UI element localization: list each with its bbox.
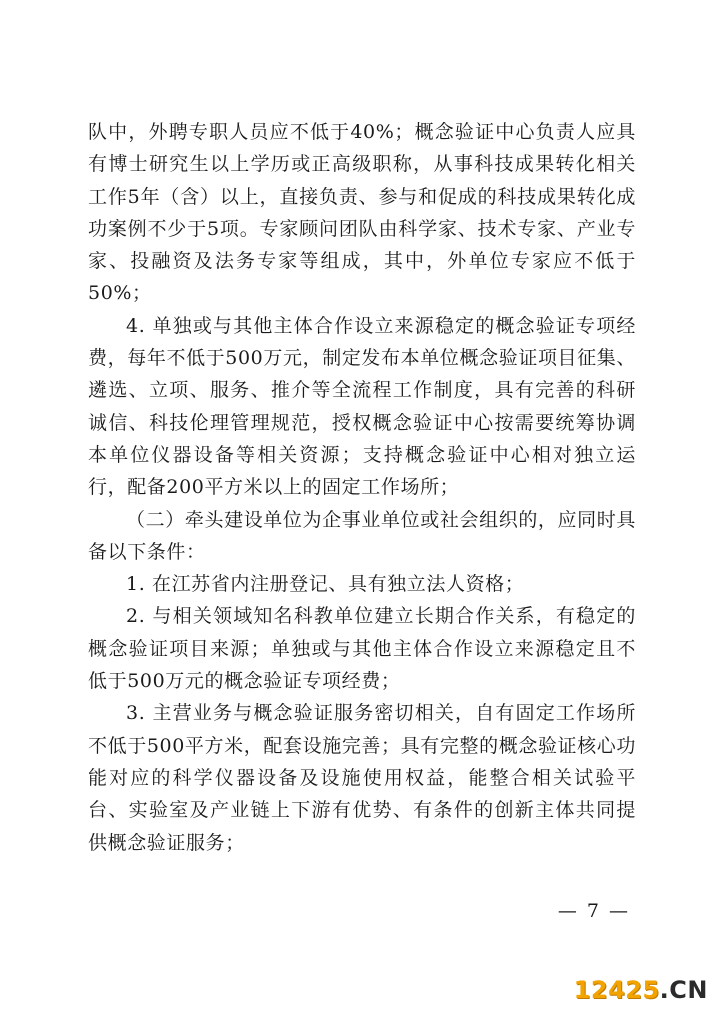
- paragraph-4: 1. 在江苏省内注册登记、具有独立法人资格；: [126, 573, 525, 596]
- paragraph-3: （二）牵头建设单位为企事业单位或社会组织的，应同时具备以下条件：: [88, 508, 636, 563]
- watermark-number: 12425: [573, 976, 660, 1004]
- paragraph-1: 队中，外聘专职人员应不低于40%；概念验证中心负责人应具有博士研究生以上学历或正高级职称，从事科技成果转化相关工作5年（含）以上，直接负责、参与和促成的科技成果转化成功案例不少于5项。专家顾问团队由科学家、技术专家、产业专家、投融资及法务专家等组成，其中，外单位专家应不低于50%；: [88, 121, 636, 305]
- paragraph-2: 4. 单独或与其他主体合作设立来源稳定的概念验证专项经费，每年不低于500万元，制定发布本单位概念验证项目征集、遴选、立项、服务、推介等全流程工作制度，具有完善的科研诚信、科技伦理管理规范，授权概念验证中心按需要统筹协调本单位仪器设备等相关资源；支持概念验证中心相对独立运行，配备200平方米以上的固定工作场所；: [88, 314, 636, 499]
- page-number: — 7 —: [557, 900, 630, 922]
- watermark-suffix: .CN: [659, 976, 708, 1004]
- paragraph-6: 3. 主营业务与概念验证服务密切相关，自有固定工作场所不低于500平方米，配套设施完善；具有完整的概念验证核心功能对应的科学仪器设备及设施使用权益，能整合相关试验平台、实验室及产业链上下游有优势、有条件的创新主体共同提供概念验证服务；: [88, 702, 636, 854]
- paragraph-5: 2. 与相关领域知名科教单位建立长期合作关系，有稳定的概念验证项目来源；单独或与其他主体合作设立来源稳定且不低于500万元的概念验证专项经费；: [88, 605, 636, 693]
- document-body: [88, 116, 636, 859]
- site-watermark: [574, 976, 708, 1004]
